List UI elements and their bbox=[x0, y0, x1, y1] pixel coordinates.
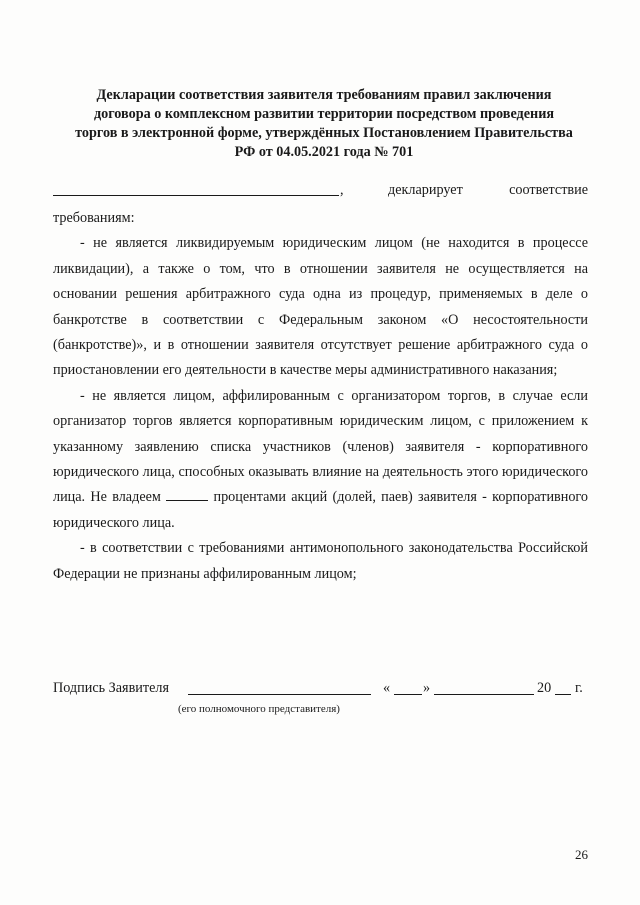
date-quote-close: » bbox=[423, 680, 431, 696]
date-month-blank bbox=[434, 694, 534, 695]
signature-label: Подпись Заявителя bbox=[53, 680, 169, 696]
compliance-word: соответствие bbox=[509, 182, 588, 198]
declaration-body bbox=[53, 206, 588, 587]
requirements-label: требованиям: bbox=[53, 210, 135, 226]
paragraph-affiliation-part2: процентами акций (долей, паев) заявителя - корпоративного юридического лица. bbox=[53, 489, 588, 531]
date-quote-open: « bbox=[383, 680, 391, 696]
page-number: 26 bbox=[575, 847, 588, 862]
document-title bbox=[60, 86, 588, 162]
paragraph-affiliation bbox=[53, 384, 588, 536]
title-line-4: РФ от 04.05.2021 года № 701 bbox=[234, 144, 414, 160]
date-year-blank bbox=[555, 694, 571, 695]
date-year-suffix: г. bbox=[575, 680, 583, 696]
date-day-blank bbox=[394, 694, 422, 695]
signature-caption: (его полномочного представителя) bbox=[178, 703, 340, 715]
declares-word: декларирует bbox=[388, 182, 463, 198]
date-year-prefix: 20 bbox=[537, 680, 552, 696]
title-line-2: договора о комплексном развитии территории посредством проведения bbox=[93, 106, 555, 122]
declarant-line bbox=[53, 182, 588, 202]
paragraph-liquidation: - не является ликвидируемым юридическим лицом (не находится в процессе ликвидации), а также о том, что в отношении заявителя не осуществляется на основании решения арбитражного суда одна из процедур, применяемых в деле о банкротстве в соответствии с Федеральным законом «О несостоятельности (банкротстве)», и в отношении заявителя отсутствует решение арбитражного суда о приостановлении его деятельности в качестве меры административного наказания; bbox=[53, 235, 588, 379]
title-line-1: Декларации соответствия заявителя требованиям правил заключения bbox=[96, 87, 552, 103]
declarant-comma: , bbox=[340, 182, 344, 198]
signature-line bbox=[53, 680, 590, 704]
signature-blank bbox=[188, 694, 371, 695]
paragraph-affiliation-part1: - не является лицом, аффилированным с организатором торгов, в случае если организатор торгов является корпоративным юридическим лицом, с приложением к указанному заявлению списка участников (членов) заявителя - корпоративного юридического лица, способных оказывать влияние на деятельность этого юридического лица. Не владеем bbox=[53, 387, 588, 506]
percent-blank bbox=[166, 488, 208, 501]
declarant-name-blank bbox=[53, 195, 339, 196]
title-line-3: торгов в электронной форме, утверждённых Постановлением Правительства bbox=[75, 125, 573, 141]
paragraph-antimonopoly: - в соответствии с требованиями антимонопольного законодательства Российской Федерации не признаны аффилированным лицом; bbox=[53, 540, 588, 582]
